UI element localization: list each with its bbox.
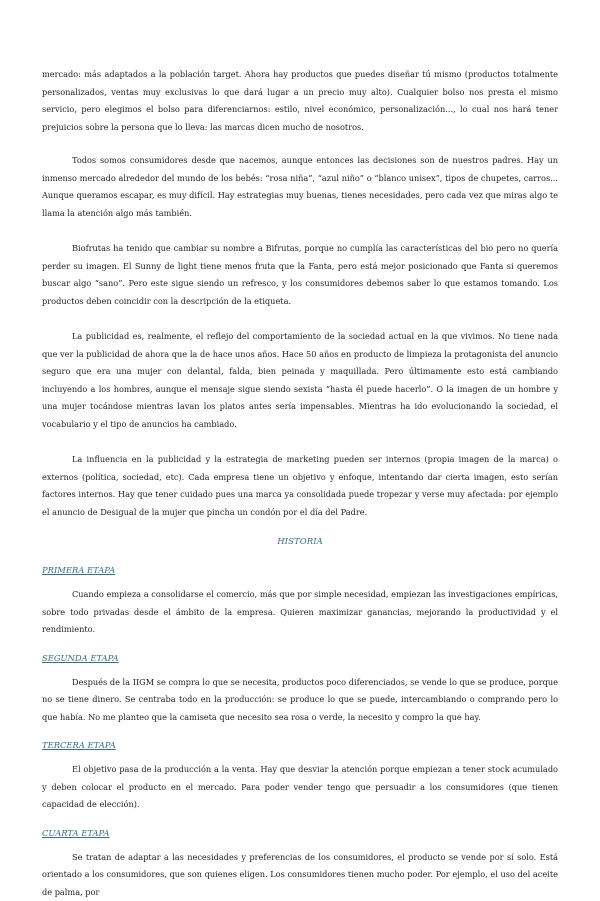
stage-text-first: Cuando empieza a consolidarse el comercio, más que por simple necesidad, empiezan las investigaciones empíricas, sobre todo privadas desde el ámbito de la empresa. Quieren maximizar ganancias, mejorando la productividad y el rendimiento. <box>42 586 558 639</box>
stage-heading-third[interactable]: TERCERA ETAPA <box>42 738 558 752</box>
stage-third <box>42 738 558 814</box>
stage-first <box>42 563 558 639</box>
paragraph-market-products: mercado: más adaptados a la población target. Ahora hay productos que puedes diseñar tú mismo (productos totalmente personalizados, ventas muy exclusivas lo que dará lugar a un precio muy alto). Cualquier bolso nos presta el mismo servicio, pero elegimos el bolso para diferenciarnos: estilo, nivel económico, personalización..., lo cual nos hará tener prejuicios sobre la persona que lo lleva: las marcas dicen mucho de nosotros. <box>42 66 558 136</box>
stage-second <box>42 651 558 727</box>
stage-text-third: El objetivo pasa de la producción a la venta. Hay que desviar la atención porque empiezan a tener stock acumulado y deben colocar el producto en el mercado. Para poder vender tengo que persuadir a los consumidores (que tienen capacidad de elección). <box>42 761 558 814</box>
paragraph-biofrutas: Biofrutas ha tenido que cambiar su nombre a Bifrutas, porque no cumplía las características del bio pero no quería perder su imagen. El Sunny de light tiene menos fruta que la Fanta, pero está mejor posicionado que Fanta si queremos buscar algo “sano”. Pero este sigue siendo un refresco, y los consumidores debemos saber lo que estamos tomando. Los productos deben coincidir con la descripción de la etiqueta. <box>42 240 558 310</box>
stage-fourth <box>42 826 558 901</box>
paragraph-influence-marketing: La influencia en la publicidad y la estrategia de marketing pueden ser internos (propia imagen de la marca) o externos (política, sociedad, etc). Cada empresa tiene un objetivo y enfoque, intentando dar cierta imagen, esto serían factores internos. Hay que tener cuidado pues una marca ya consolidada puede tropezar y verse muy afectada: por ejemplo el anuncio de Desigual de la mujer que pincha un condón por el día del Padre. <box>42 451 558 521</box>
stage-heading-second[interactable]: SEGUNDA ETAPA <box>42 651 558 665</box>
stage-heading-fourth[interactable]: CUARTA ETAPA <box>42 826 558 840</box>
stage-heading-first[interactable]: PRIMERA ETAPA <box>42 563 558 577</box>
paragraph-advertising-society: La publicidad es, realmente, el reflejo del comportamiento de la sociedad actual en la que vivimos. No tiene nada que ver la publicidad de ahora que la de hace unos años. Hace 50 años en producto de limpieza la protagonista del anuncio seguro que era una mujer con delantal, falda, bien peinada y maquillada. Pero últimamente esto está cambiando incluyendo a los hombres, aunque el mensaje sigue siendo sexista “hasta él puede hacerlo”. O la imagen de un hombre y una mujer tocándose mientras lavan los platos antes sería impensables. Mientras ha ido evolucionando la sociedad, el vocabulario y el tipo de anuncios ha cambiado. <box>42 328 558 433</box>
paragraph-consumers-birth: Todos somos consumidores desde que nacemos, aunque entonces las decisiones son de nuestros padres. Hay un inmenso mercado alrededor del mundo de los bebés: “rosa niña”, “azul niño” o “blanco unisex”, tipos de chupetes, carros... Aunque queramos escapar, es muy difícil. Hay estrategias muy buenas, tienes necesidades, pero cada vez que miras algo te llama la atención algo más también. <box>42 152 558 222</box>
stage-text-second: Después de la IIGM se compra lo que se necesita, productos poco diferenciados, se vende lo que se produce, porque no se tiene dinero. Se centraba todo en la producción: se produce lo que se puede, intercambiando o comprando pero lo que había. No me planteo que la camiseta que necesito sea rosa o verde, la necesito y compro la que hay. <box>42 674 558 727</box>
section-title-historia: HISTORIA <box>42 535 558 549</box>
stage-text-fourth: Se tratan de adaptar a las necesidades y preferencias de los consumidores, el producto se vende por sí solo. Está orientado a los consumidores, que son quienes eligen. Los consumidores tienen mucho poder. Por ejemplo, el uso del aceite de palma, por <box>42 849 558 901</box>
